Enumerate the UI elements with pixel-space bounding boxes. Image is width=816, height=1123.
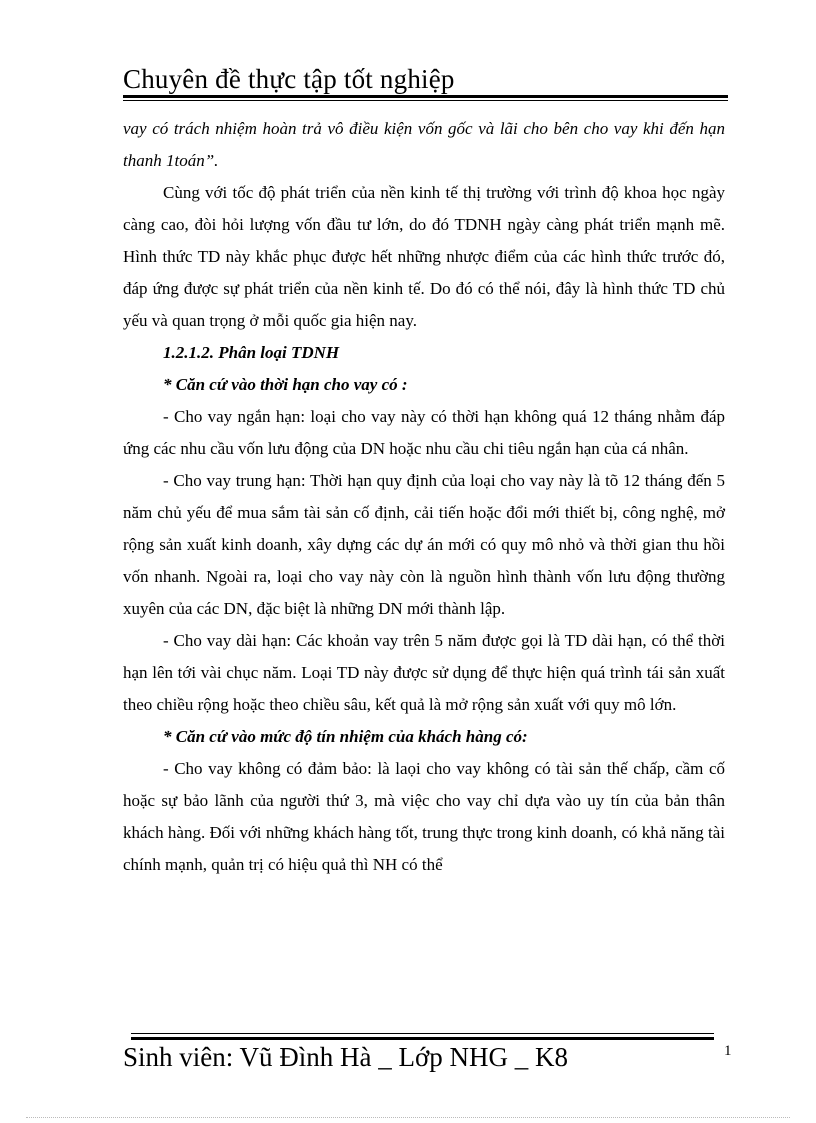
header-rule xyxy=(123,95,728,98)
paragraph: - Cho vay không có đảm bảo: là laọi cho vay không có tài sản thế chấp, cầm cố hoặc sự bảo lãnh của người thứ 3, mà việc cho vay chỉ dựa vào uy tín của bản thân khách hàng. Đối với những khách hàng tốt, trung thực trong kinh doanh, có khả năng tài chính mạnh, quản trị có hiệu quả thì NH có thể xyxy=(123,759,725,874)
page-footer-text: Sinh viên: Vũ Đình Hà _ Lớp NHG _ K8 xyxy=(123,1042,569,1072)
subsection-heading: * Căn cứ vào mức độ tín nhiệm của khách hàng có: xyxy=(163,727,528,746)
subsection-heading: * Căn cứ vào thời hạn cho vay có : xyxy=(163,375,408,394)
document-body xyxy=(123,113,725,881)
page-number: 1 xyxy=(724,1043,732,1059)
header-rule-thin xyxy=(123,100,728,101)
footer-rule-thin xyxy=(131,1033,714,1034)
page-header-title: Chuyên đề thực tập tốt nghiệp xyxy=(123,64,455,94)
section-heading: 1.2.1.2. Phân loại TDNH xyxy=(163,343,340,362)
footer-rule xyxy=(131,1037,714,1040)
paragraph: - Cho vay ngắn hạn: loại cho vay này có thời hạn không quá 12 tháng nhằm đáp ứng các nhu cầu vốn lưu động của DN hoặc nhu cầu chi tiêu ngắn hạn của cá nhân. xyxy=(123,407,725,458)
paragraph-quote-continuation: vay có trách nhiệm hoàn trả vô điều kiện vốn gốc và lãi cho bên cho vay khi đến hạn thanh 1toán”. xyxy=(123,119,725,170)
paragraph: - Cho vay trung hạn: Thời hạn quy định của loại cho vay này là tõ 12 tháng đến 5 năm chủ yếu để mua sắm tài sản cố định, cải tiến hoặc đổi mới thiết bị, công nghệ, mở rộng sản xuất kinh doanh, xây dựng các dự án mới có quy mô nhỏ và thời gian thu hồi vốn nhanh. Ngoài ra, loại cho vay này còn là nguồn hình thành vốn lưu động thường xuyên của các DN, đặc biệt là những DN mới thành lập. xyxy=(123,471,725,618)
page-edge-divider xyxy=(26,1117,790,1118)
paragraph: - Cho vay dài hạn: Các khoản vay trên 5 năm được gọi là TD dài hạn, có thể thời hạn lên tới vài chục năm. Loại TD này được sử dụng để thực hiện quá trình tái sản xuất theo chiều rộng hoặc theo chiều sâu, kết quả là mở rộng sản xuất với quy mô lớn. xyxy=(123,631,725,714)
paragraph: Cùng với tốc độ phát triển của nền kinh tế thị trường với trình độ khoa học ngày càng cao, đòi hỏi lượng vốn đầu tư lớn, do đó TDNH ngày càng phát triển mạnh mẽ. Hình thức TD này khắc phục được hết những nhược điểm của các hình thức trước đó, đáp ứng được sự phát triển của nền kinh tế. Do đó có thể nói, đây là hình thức TD chủ yếu và quan trọng ở mỗi quốc gia hiện nay. xyxy=(123,183,725,330)
